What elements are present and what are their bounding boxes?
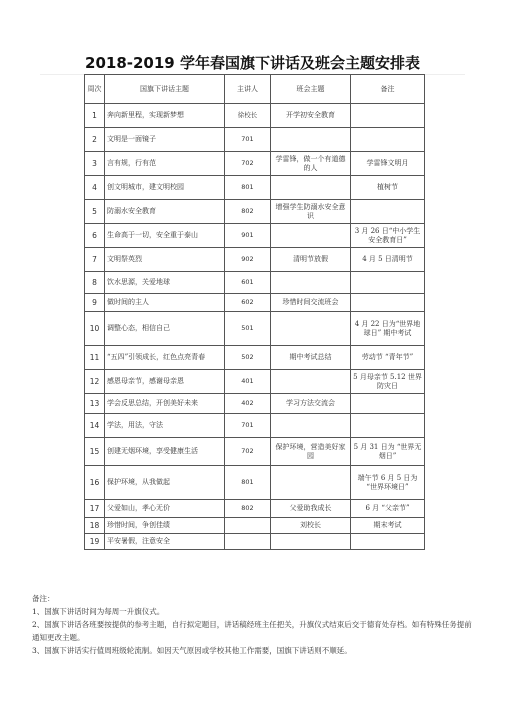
remark-cell: 4 月 5 日清明节 (351, 248, 425, 272)
week-cell: 19 (85, 534, 105, 550)
week-cell: 14 (85, 414, 105, 438)
class-topic-cell: 保护环境，营造美好家园 (271, 438, 351, 466)
remark-cell (351, 128, 425, 152)
header-class-topic: 班会主题 (271, 75, 351, 104)
topic-cell: 父爱如山，孝心无价 (105, 500, 225, 518)
remark-cell: 4 月 22 日为“世界地球日” 期中考试 (351, 312, 425, 346)
speaker-cell: 501 (225, 312, 271, 346)
topic-cell: “五四”引领成长，红色点亮青春 (105, 346, 225, 370)
class-topic-cell (271, 414, 351, 438)
week-cell: 6 (85, 224, 105, 248)
table-row (85, 438, 425, 466)
speaker-cell: 802 (225, 200, 271, 224)
class-topic-cell: 学雷锋，做一个有道德的人 (271, 152, 351, 176)
topic-cell: 文明祭英烈 (105, 248, 225, 272)
class-topic-cell: 增强学生防溺水安全意识 (271, 200, 351, 224)
topic-cell: 文明是一面镜子 (105, 128, 225, 152)
remark-cell (351, 394, 425, 414)
week-cell: 3 (85, 152, 105, 176)
class-topic-cell (271, 272, 351, 294)
topic-cell: 平安暑假，注意安全 (105, 534, 225, 550)
table-row (85, 176, 425, 200)
week-cell: 10 (85, 312, 105, 346)
week-cell: 17 (85, 500, 105, 518)
class-topic-cell: 期中考试总结 (271, 346, 351, 370)
week-cell: 18 (85, 518, 105, 534)
speaker-cell: 801 (225, 176, 271, 200)
class-topic-cell: 父爱助我成长 (271, 500, 351, 518)
speaker-cell: 801 (225, 466, 271, 500)
class-topic-cell: 清明节放假 (271, 248, 351, 272)
week-cell: 5 (85, 200, 105, 224)
remark-cell (351, 414, 425, 438)
note-item-1: 1、国旗下讲话时间为每周一升旗仪式。 (32, 607, 165, 616)
speaker-cell (225, 518, 271, 534)
table-row (85, 534, 425, 550)
table-row (85, 200, 425, 224)
week-cell: 2 (85, 128, 105, 152)
speaker-cell: 701 (225, 128, 271, 152)
table-row (85, 346, 425, 370)
table-row (85, 294, 425, 312)
header-remark: 备注 (351, 75, 425, 104)
topic-cell: 感恩母亲节，感谢母亲恩 (105, 370, 225, 394)
speaker-cell: 602 (225, 294, 271, 312)
week-cell: 16 (85, 466, 105, 500)
remark-cell: 植树节 (351, 176, 425, 200)
class-topic-cell: 刘校长 (271, 518, 351, 534)
remark-cell: 3 月 26 日“中小学生安全教育日” (351, 224, 425, 248)
week-cell: 1 (85, 104, 105, 128)
speaker-cell: 702 (225, 152, 271, 176)
table-row (85, 518, 425, 534)
remark-cell (351, 200, 425, 224)
table-row (85, 466, 425, 500)
class-topic-cell: 珍惜时间交流班会 (271, 294, 351, 312)
week-cell: 12 (85, 370, 105, 394)
class-topic-cell: 开学初安全教育 (271, 104, 351, 128)
table-row (85, 370, 425, 394)
week-cell: 7 (85, 248, 105, 272)
remark-cell (351, 294, 425, 312)
note-item-3: 3、国旗下讲话实行值周班级轮流制。如因天气原因或学校其他工作需要，国旗下讲话则不顺延。 (32, 646, 352, 655)
topic-cell: 奔向新里程，实现新梦想 (105, 104, 225, 128)
header-topic: 国旗下讲话主题 (105, 75, 225, 104)
speaker-cell: 502 (225, 346, 271, 370)
class-topic-cell (271, 128, 351, 152)
table-row (85, 224, 425, 248)
table-row (85, 312, 425, 346)
remark-cell (351, 272, 425, 294)
remark-cell (351, 534, 425, 550)
speaker-cell: 702 (225, 438, 271, 466)
topic-cell: 学法，用法，守法 (105, 414, 225, 438)
remark-cell: 5 月母亲节 5.12 世界防灾日 (351, 370, 425, 394)
topic-cell: 生命高于一切，安全重于泰山 (105, 224, 225, 248)
speaker-cell: 802 (225, 500, 271, 518)
week-cell: 15 (85, 438, 105, 466)
week-cell: 13 (85, 394, 105, 414)
topic-cell: 创建无烟环境，享受健康生活 (105, 438, 225, 466)
speaker-cell: 701 (225, 414, 271, 438)
table-header-row (85, 75, 425, 104)
table-row (85, 152, 425, 176)
class-topic-cell: 学习方法交流会 (271, 394, 351, 414)
speaker-cell: 902 (225, 248, 271, 272)
topic-cell: 做时间的主人 (105, 294, 225, 312)
remark-cell: 学雷锋文明月 (351, 152, 425, 176)
topic-cell: 调整心态，相信自己 (105, 312, 225, 346)
table-row (85, 104, 425, 128)
week-cell: 4 (85, 176, 105, 200)
header-speaker: 主讲人 (225, 75, 271, 104)
class-topic-cell (271, 534, 351, 550)
class-topic-cell (271, 370, 351, 394)
topic-cell: 饮水思源，关爱地球 (105, 272, 225, 294)
topic-cell: 保护环境，从我做起 (105, 466, 225, 500)
remark-cell: 6 月 “父亲节” (351, 500, 425, 518)
table-row (85, 500, 425, 518)
table-row (85, 394, 425, 414)
note-item-2: 2、国旗下讲话各班要按提供的参考主题，自行拟定题目，讲话稿经班主任把关，升旗仪式结束后交于德育处存档。如有特殊任务提前通知更改主题。 (32, 620, 472, 642)
week-cell: 9 (85, 294, 105, 312)
table-row (85, 248, 425, 272)
topic-cell: 创文明城市，建文明校园 (105, 176, 225, 200)
speaker-cell: 徐校长 (225, 104, 271, 128)
remark-cell: 5 月 31 日为 “世界无烟日” (351, 438, 425, 466)
speaker-cell: 402 (225, 394, 271, 414)
topic-cell: 学会反思总结，开创美好未来 (105, 394, 225, 414)
week-cell: 11 (85, 346, 105, 370)
notes-section (32, 592, 472, 657)
remark-cell: 端午节 6 月 5 日为 “世界环境日” (351, 466, 425, 500)
class-topic-cell (271, 224, 351, 248)
table-row (85, 128, 425, 152)
schedule-table (84, 74, 425, 550)
speaker-cell (225, 534, 271, 550)
topic-cell: 珍惜时间，争创佳绩 (105, 518, 225, 534)
speaker-cell: 401 (225, 370, 271, 394)
notes-heading: 备注： (32, 594, 55, 603)
remark-cell (351, 104, 425, 128)
page-title: 2018-2019 学年春国旗下讲话及班会主题安排表 (85, 54, 420, 72)
class-topic-cell (271, 312, 351, 346)
week-cell: 8 (85, 272, 105, 294)
speaker-cell: 901 (225, 224, 271, 248)
remark-cell: 劳动节 “青年节” (351, 346, 425, 370)
speaker-cell: 601 (225, 272, 271, 294)
topic-cell: 言有规，行有范 (105, 152, 225, 176)
table-row (85, 414, 425, 438)
class-topic-cell (271, 466, 351, 500)
header-week: 周次 (85, 75, 105, 104)
topic-cell: 防溺水安全教育 (105, 200, 225, 224)
class-topic-cell (271, 176, 351, 200)
table-row (85, 272, 425, 294)
remark-cell: 期末考试 (351, 518, 425, 534)
